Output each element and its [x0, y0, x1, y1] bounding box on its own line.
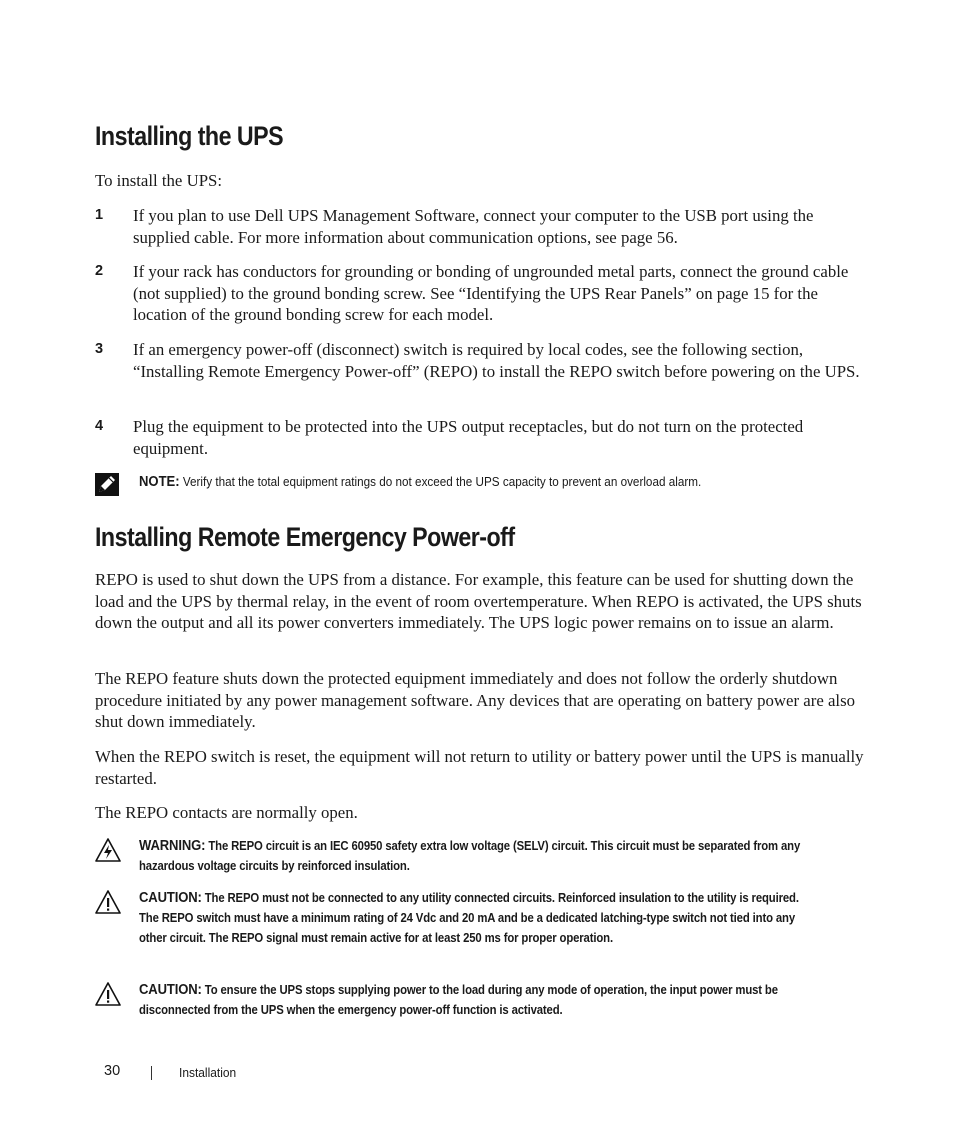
note-text: Verify that the total equipment ratings do not exceed the UPS capacity to prevent an overload alarm.: [182, 474, 702, 489]
caution-body: [139, 889, 814, 948]
step-number: 2: [95, 263, 104, 279]
step-number: 1: [95, 207, 104, 223]
section-title-installing-ups: Installing the UPS: [95, 121, 284, 151]
caution-text: To ensure the UPS stops supplying power to the load during any mode of operation, the input power must be disconnected from the UPS when the emergency power-off function is activated.: [139, 983, 778, 1017]
note-pencil-icon: [95, 473, 119, 496]
footer-divider: [151, 1066, 152, 1080]
warning-body: [139, 837, 814, 877]
repo-paragraph-1: REPO is used to shut down the UPS from a distance. For example, this feature can be used for shutting down the load and the UPS by thermal relay, in the event of room overtemperature. When REPO is activated, the UPS shuts down the output and all its power converters immediately. The UPS logic power remains on to issue an alarm.: [95, 570, 862, 632]
repo-paragraph-2: The REPO feature shuts down the protected equipment immediately and does not follow the orderly shutdown procedure initiated by any power management software. Any devices that are operating on battery power are also shut down immediately.: [95, 669, 855, 731]
note-label: NOTE:: [139, 474, 180, 490]
step-number: 3: [95, 341, 104, 357]
step-text: Plug the equipment to be protected into the UPS output receptacles, but do not turn on the protected equipment.: [133, 417, 804, 458]
caution-label: CAUTION:: [139, 982, 202, 998]
section-title-repo: Installing Remote Emergency Power-off: [95, 522, 515, 552]
caution-label: CAUTION:: [139, 890, 202, 906]
warning-lightning-icon: [95, 837, 121, 863]
repo-paragraph-3: When the REPO switch is reset, the equipment will not return to utility or battery power until the UPS is manually restarted.: [95, 747, 864, 788]
step-text: If you plan to use Dell UPS Management Software, connect your computer to the USB port using the supplied cable. For more information about communication options, see page 56.: [133, 206, 814, 247]
repo-paragraph-4: The REPO contacts are normally open.: [95, 803, 358, 822]
page-number: 30: [104, 1063, 121, 1079]
warning-label: WARNING:: [139, 838, 206, 854]
footer-section-name: Installation: [179, 1065, 237, 1080]
step-text: If an emergency power-off (disconnect) switch is required by local codes, see the following section, “Installing Remote Emergency Power-off” (REPO) to install the REPO switch before powering on the UPS.: [133, 340, 860, 381]
intro-text: To install the UPS:: [95, 171, 223, 190]
note: [139, 472, 701, 492]
caution-body: [139, 981, 814, 1021]
step-number: 4: [95, 418, 104, 434]
warning-text: The REPO circuit is an IEC 60950 safety extra low voltage (SELV) circuit. This circuit must be separated from any hazardous voltage circuits by reinforced insulation.: [139, 839, 801, 873]
step-text: If your rack has conductors for grounding or bonding of ungrounded metal parts, connect the ground cable (not supplied) to the ground bonding screw. See “Identifying the UPS Rear Panels” on page 15 for the location of the ground bonding screw for each model.: [133, 262, 849, 324]
caution-text: The REPO must not be connected to any utility connected circuits. Reinforced insulation to the utility is required. The REPO switch must have a minimum rating of 24 Vdc and 20 mA and be a dedicated latching-type switch not tied into any other circuit. The REPO signal must remain active for at least 250 ms for proper operation.: [139, 891, 799, 945]
caution-exclamation-icon: [95, 889, 121, 915]
caution-exclamation-icon: [95, 981, 121, 1007]
